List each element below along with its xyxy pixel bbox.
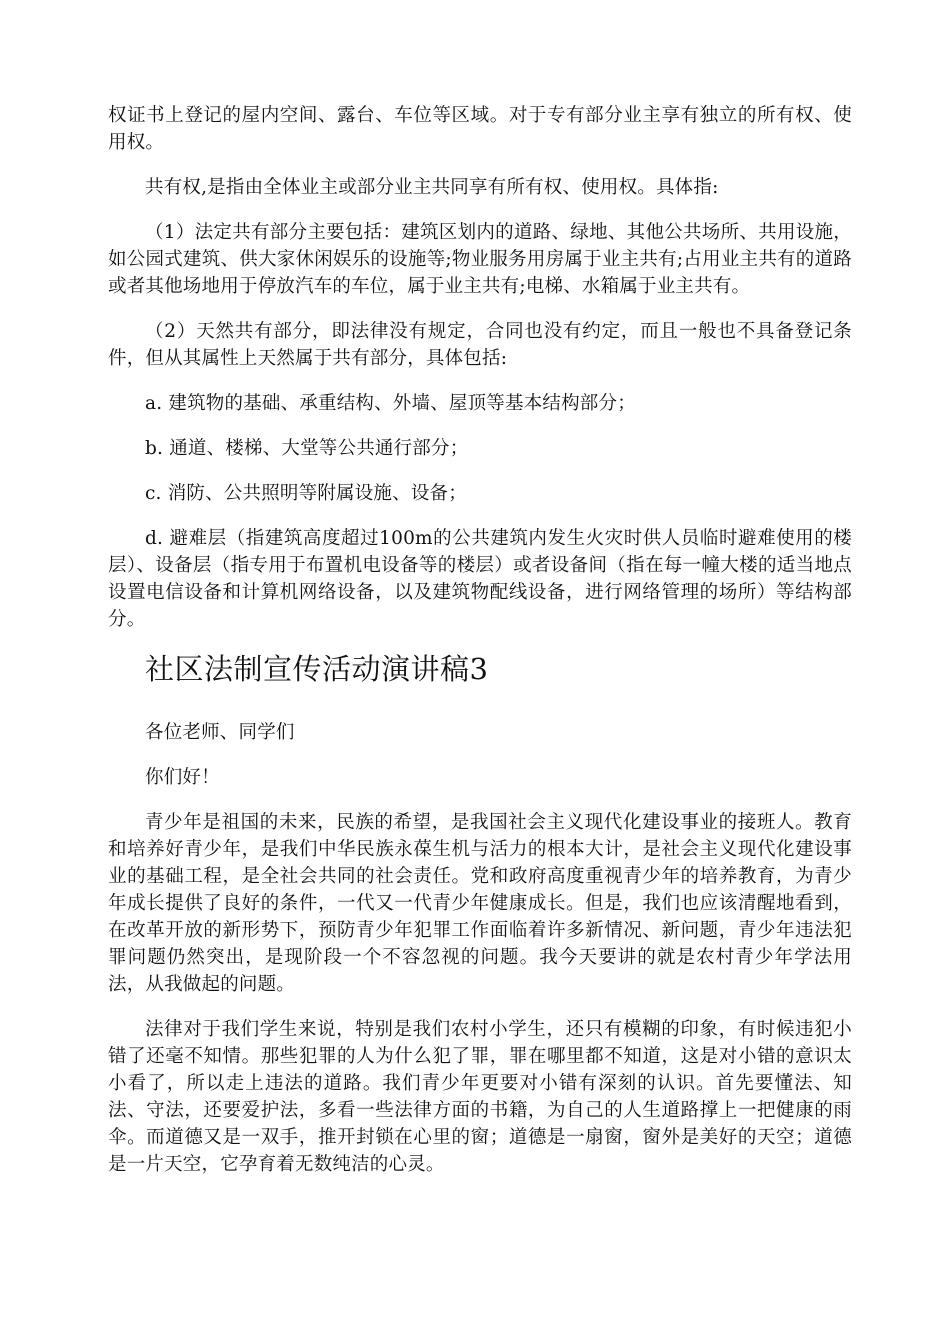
speech-title: 社区法制宣传活动演讲稿3 [145,652,489,686]
document-page [108,102,852,1196]
item-c-paragraph: c. 消防、公共照明等附属设施、设备； [145,483,467,504]
speech-paragraph-1: 青少年是祖国的未来，民族的希望，是我国社会主义现代化建设事业的接班人。教育和培养好青少年，是我们中华民族永葆生机与活力的根本大计，是社会主义现代化建设事业的基础工程，是全社会共同的社会责任。党和政府高度重视青少年的培养教育，为青少年成长提供了良好的条件，一代又一代青少年健康成长。但是，我们也应该清醒地看到，在改革开放的新形势下，预防青少年犯罪工作面临着许多新情况、新问题，青少年违法犯罪问题仍然突出，是现阶段一个不容忽视的问题。我今天要讲的就是农村青少年学法用法，从我做起的问题。 [108,812,852,995]
co-ownership-paragraph: 共有权,是指由全体业主或部分业主共同享有所有权、使用权。具体指: [145,177,719,198]
item-2-paragraph: （2）天然共有部分，即法律没有规定，合同也没有约定，而且一般也不具备登记条件，但从其属性上天然属于共有部分，具体包括: [108,321,852,369]
item-1-paragraph: （1）法定共有部分主要包括：建筑区划内的道路、绿地、其他公共场所、共用设施，如公园式建筑、供大家休闲娱乐的设施等;物业服务用房属于业主共有;占用业主共有的道路或者其他场地用于停放汽车的车位，属于业主共有;电梯、水箱属于业主共有。 [108,222,852,297]
salutation: 各位老师、同学们 [145,722,295,743]
continuation-paragraph: 权证书上登记的屋内空间、露台、车位等区域。对于专有部分业主享有独立的所有权、使用权。 [108,105,852,153]
item-d-paragraph: d. 避难层（指建筑高度超过100m的公共建筑内发生火灾时供人员临时避难使用的楼层）、设备层（指专用于布置机电设备等的楼层）或者设备间（指在每一幢大楼的适当地点设置电信设备和计算机网络设备，以及建筑物配线设备，进行网络管理的场所）等结构部分。 [108,528,852,630]
item-a-paragraph: a. 建筑物的基础、承重结构、外墙、屋顶等基本结构部分； [145,393,636,414]
speech-paragraph-2: 法律对于我们学生来说，特别是我们农村小学生，还只有模糊的印象，有时候违犯小错了还毫不知情。那些犯罪的人为什么犯了罪，罪在哪里都不知道，这是对小错的意识太小看了，所以走上违法的道路。我们青少年更要对小错有深刻的认识。首先要懂法、知法、守法，还要爱护法，多看一些法律方面的书籍，为自己的人生道路撑上一把健康的雨伞。而道德又是一双手，推开封锁在心里的窗；道德是一扇窗，窗外是美好的天空；道德是一片天空，它孕育着无数纯洁的心灵。 [108,1019,852,1175]
item-b-paragraph: b. 通道、楼梯、大堂等公共通行部分； [145,438,469,459]
greeting: 你们好！ [145,767,220,788]
